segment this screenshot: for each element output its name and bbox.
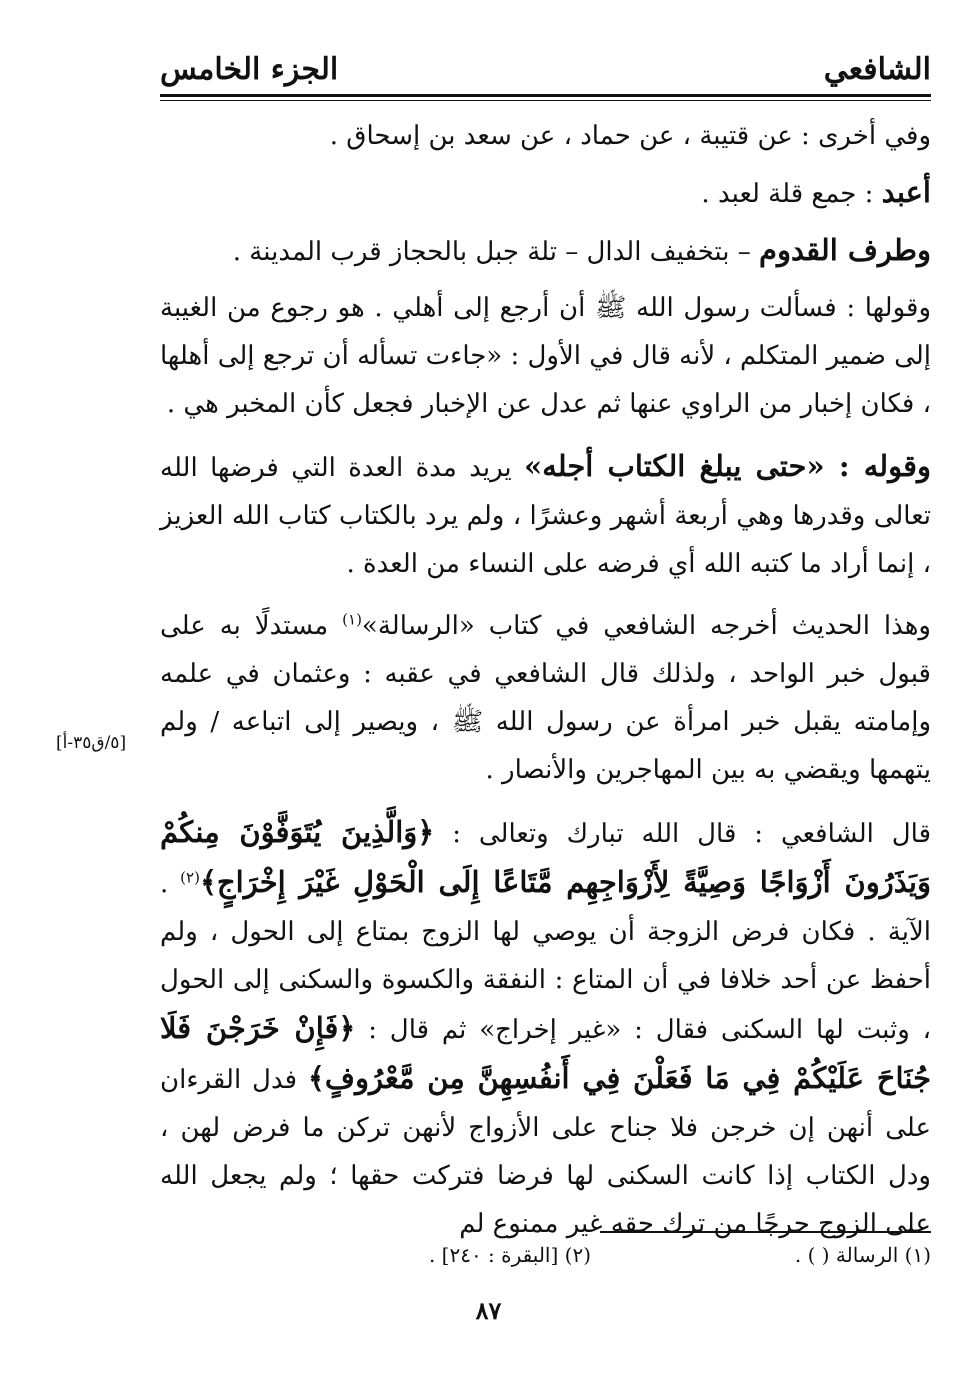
part-label: الجزء الخامس [160, 52, 339, 87]
footnote-2: (٢) [البقرة : ٢٤٠] . [428, 1243, 591, 1267]
paragraph-5: وقوله : «حتى يبلغ الكتاب أجله» يريد مدة العدة التي فرضها الله تعالى وقدرها وهي أربعة أشهر وعشرًا ، ولم يرد بالكتاب كتاب الله العزيز ، إنما أراد ما كتبه الله أي فرضه على النساء من العدة . [160, 449, 931, 579]
manuscript-margin-note: [٥/ق٣٥-أ] [56, 733, 127, 753]
footnote-1: (١) الرسالة ( ) . [794, 1243, 931, 1267]
footnote-ref-1: (١) [342, 610, 362, 629]
footnotes [160, 1243, 931, 1273]
paragraph-1: وفي أخرى : عن قتيبة ، عن حماد ، عن سعد بن إسحاق . [329, 121, 931, 151]
headword: أعبد [881, 175, 931, 209]
headword: وطرف القدوم [759, 233, 931, 267]
page-header [160, 52, 931, 92]
header-rule-thin [160, 100, 931, 101]
footnote-ref-2: (٢) [180, 868, 200, 887]
body-text [160, 112, 931, 1256]
footnote-rule [600, 1231, 931, 1233]
quran-verse-2: ﴿فَإِنْ خَرَجْنَ فَلَا جُنَاحَ عَلَيْكُمْ فِي مَا فَعَلْنَ فِي أَنفُسِهِنَّ مِن مَّعْرُوفٍ﴾ [160, 1011, 932, 1095]
page-number: ٨٧ [475, 1296, 502, 1325]
paragraph-2: أعبد : جمع قلة لعبد . [701, 175, 931, 209]
paragraph-7: قال الشافعي : قال الله تبارك وتعالى : ﴿وَالَّذِينَ يُتَوَفَّوْنَ مِنكُمْ وَيَذَرُونَ أَزْوَاجًا وَصِيَّةً لِأَزْوَاجِهِم مَّتَاعًا إِلَى الْحَوْلِ غَيْرَ إِخْرَاجٍ﴾$^{(٢)}$ . الآية . فكان فرض الزوجة أن يوصي لها الزوج بمتاع إلى الحول ، ولم أحفظ عن أحد خلافا في أن المتاع : النفقة والكسوة والسكنى إلى الحول ، وثبت لها السكنى فقال : «غير إخراج» ثم قال : ﴿فَإِنْ خَرَجْنَ فَلَا جُنَاحَ عَلَيْكُمْ فِي مَا فَعَلْنَ فِي أَنفُسِهِنَّ مِن مَّعْرُوفٍ﴾ فدل القرءان على أنهن إن خرجن فلا جناح على الأزواج لأنهن تركن ما فرض لهن ، ودل الكتاب إذا كانت السكنى لها فرضا فتركت حقها ؛ ولم يجعل الله على الزوج حرجًا من ترك حقه غير ممنوع لم [160, 815, 932, 1239]
paragraph-3: وطرف القدوم – بتخفيف الدال – تلة جبل بالحجاز قرب المدينة . [232, 233, 931, 267]
headword: وقوله : «حتى يبلغ الكتاب أجله» [524, 449, 931, 483]
header-rule-thick [160, 94, 931, 97]
paragraph-6: وهذا الحديث أخرجه الشافعي في كتاب «الرسالة»$^{(١)}$ مستدلًا به على قبول خبر الواحد ، ولذلك قال الشافعي في عقبه : وعثمان في علمه وإمامته يقبل خبر امرأة عن رسول الله ﷺ ، ويصير إلى اتباعه / ولم يتهمها ويقضي به بين المهاجرين والأنصار . [160, 610, 931, 785]
paragraph-4: وقولها : فسألت رسول الله ﷺ أن أرجع إلى أهلي . هو رجوع من الغيبة إلى ضمير المتكلم ، لأنه قال في الأول : «جاءت تسأله أن ترجع إلى أهلها ، فكان إخبار من الراوي عنها ثم عدل عن الإخبار فجعل كأن المخبر هي . [160, 293, 931, 419]
book-title: الشافعي [823, 52, 931, 87]
quran-verse-1: ﴿وَالَّذِينَ يُتَوَفَّوْنَ مِنكُمْ وَيَذَرُونَ أَزْوَاجًا وَصِيَّةً لِأَزْوَاجِهِم مَّتَاعًا إِلَى الْحَوْلِ غَيْرَ إِخْرَاجٍ﴾ [160, 815, 931, 899]
